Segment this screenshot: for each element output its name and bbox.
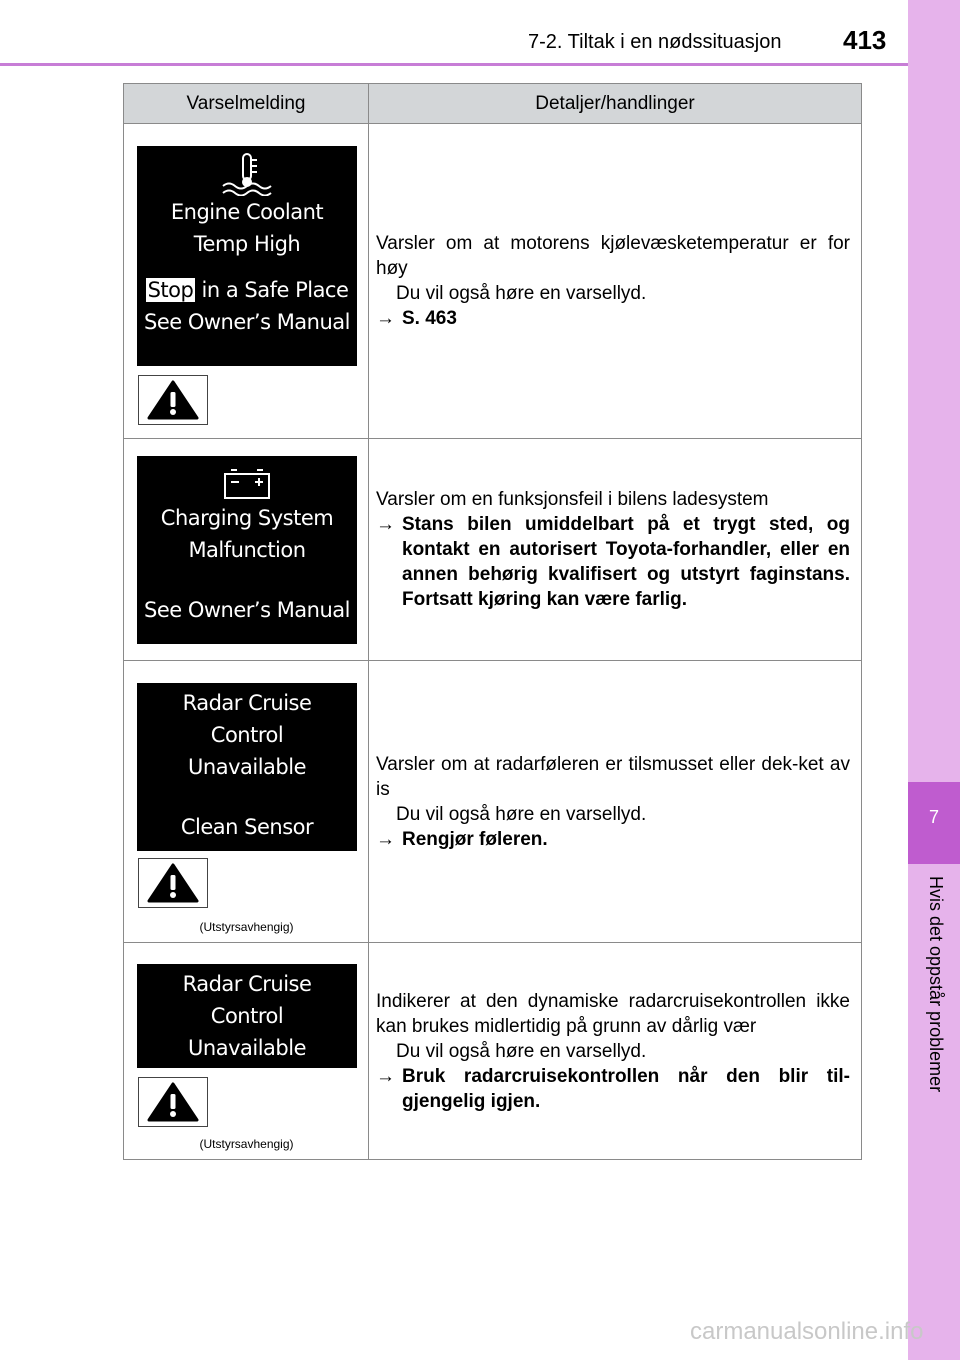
- description: Indikerer at den dynamiske radarcruisekontrollen ikke kan brukes midlertidig på grunn av dårlig vær: [376, 990, 850, 1037]
- table-row: [124, 943, 862, 1160]
- table-row: [124, 124, 862, 439]
- table-row: [124, 439, 862, 661]
- description: Varsler om at motorens kjølevæsketemperatur er for høy: [376, 233, 850, 279]
- chapter-title: Hvis det oppstår problemer: [926, 876, 946, 1093]
- warning-screen: Charging System Malfunction See Owner’s Manual: [137, 456, 357, 644]
- details-cell: [369, 661, 862, 943]
- table-header-row: [124, 84, 862, 124]
- description: Varsler om at radarføleren er tilsmusset eller dek-ket av is: [376, 753, 850, 800]
- sound-note: Du vil også høre en varsellyd.: [396, 803, 647, 825]
- action-text: → Bruk radarcruisekontrollen når den blir til-gjengelig igjen.: [376, 1065, 850, 1112]
- battery-icon: [217, 466, 277, 502]
- warning-cell: [124, 439, 369, 661]
- warning-cell: [124, 943, 369, 1160]
- action-text: → Rengjør føleren.: [376, 828, 548, 850]
- details-cell: [369, 439, 862, 661]
- warning-triangle-icon: [138, 1077, 208, 1127]
- description: Varsler om en funksjonsfeil i bilens ladesystem: [376, 489, 769, 510]
- sound-note: Du vil også høre en varsellyd.: [396, 1040, 647, 1062]
- warning-screen: Radar Cruise Control Unavailable: [137, 964, 357, 1068]
- column-header-warning: Varselmelding: [124, 84, 369, 124]
- chapter-number: 7: [908, 782, 960, 864]
- table-row: [124, 661, 862, 943]
- sound-note: Du vil også høre en varsellyd.: [396, 283, 647, 304]
- warning-cell: [124, 124, 369, 439]
- section-title: 7-2. Tiltak i en nødssituasjon: [528, 31, 782, 53]
- equipment-note: (Utstyrsavhengig): [199, 1137, 294, 1151]
- warning-table: [123, 83, 862, 1160]
- column-header-details: Detaljer/handlinger: [369, 84, 862, 124]
- warning-triangle-icon: [138, 375, 208, 425]
- header-rule: [0, 63, 908, 66]
- warning-cell: [124, 661, 369, 943]
- warning-triangle-icon: [138, 858, 208, 908]
- details-cell: [369, 124, 862, 439]
- details-cell: [369, 943, 862, 1160]
- equipment-note: (Utstyrsavhengig): [199, 920, 294, 934]
- action-text: → S. 463: [376, 308, 457, 329]
- page-number: 413: [843, 25, 887, 55]
- watermark: carmanualsonline.info: [690, 1318, 924, 1345]
- action-text: → Stans bilen umiddelbart på et trygt sted, og kontakt en autorisert Toyota-forhandler, eller en annen behørig kvalifisert og utstyrt faginstans. Fortsatt kjøring kan være farlig.: [376, 514, 850, 610]
- stop-label: Stop: [147, 278, 194, 302]
- warning-screen: Radar Cruise Control Unavailable Clean Sensor: [137, 683, 357, 851]
- warning-screen: Engine Coolant Temp High Stop in a Safe Place See Owner’s Manual: [137, 146, 357, 366]
- thermometer-icon: [217, 152, 277, 196]
